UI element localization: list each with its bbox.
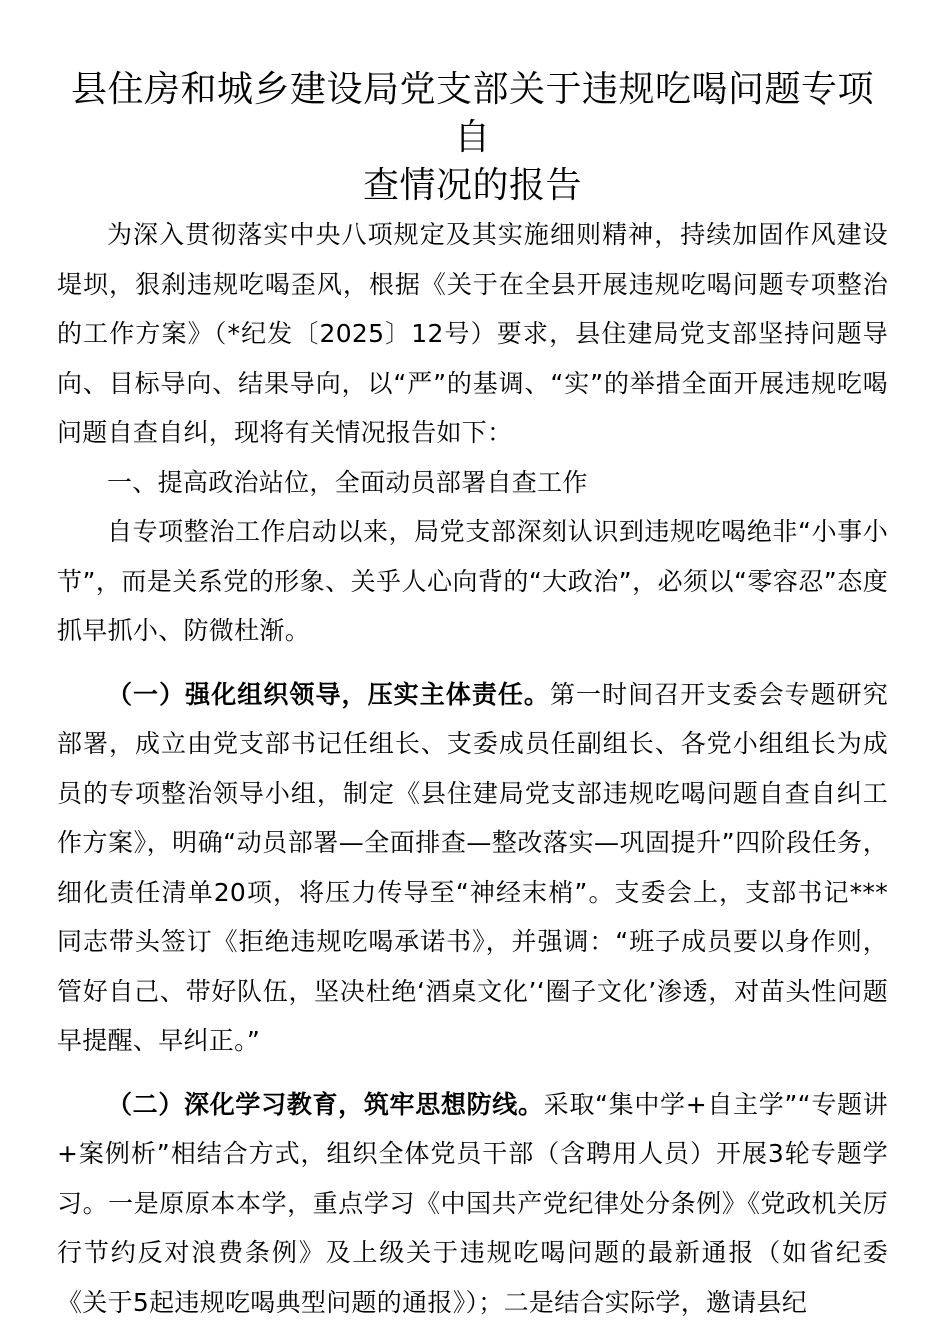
section-1-body: 自专项整治工作启动以来，局党支部深刻认识到违规吃喝绝非“小事小节”，而是关系党的形象、关乎人心向背的“大政治”，必须以“零容忍”态度抓早抓小、防微杜渐。 — [57, 517, 888, 645]
title-line-1: 县住房和城乡建设局党支部关于违规吃喝问题专项自 — [70, 69, 874, 158]
item-1-body: 第一时间召开支委会专题研究部署，成立由党支部书记任组长、支委成员任副组长、各党小组组长为成员的专项整治领导小组，制定《县住建局党支部违规吃喝问题自查自纠工作方案》，明确“动员部署—全面排查—整改落实—巩固提升”四阶段任务，细化责任清单20项，将压力传导至“神经末梢”。支委会上，支部书记***同志带头签订《拒绝违规吃喝承诺书》，并强调：“班子成员要以身作则，管好自己、带好队伍，坚决杜绝‘酒桌文化’‘圈子文化’渗透，对苗头性问题早提醒、早纠正。” — [57, 679, 888, 1055]
document-title — [57, 66, 888, 210]
item-2-lead: （二）深化学习教育，筑牢思想防线。 — [107, 1089, 544, 1119]
intro-paragraph: 为深入贯彻落实中央八项规定及其实施细则精神，持续加固作风建设堤坝，狠刹违规吃喝歪风，根据《关于在全县开展违规吃喝问题专项整治的工作方案》（*纪发〔2025〕12号）要求，县住建局党支部坚持问题导向、目标导向、结果导向，以“严”的基调、“实”的举措全面开展违规吃喝问题自查自纠，现将有关情况报告如下： — [57, 220, 888, 447]
item-1-paragraph — [57, 670, 888, 1066]
item-2-body: 采取“集中学+自主学”“专题讲+案例析”相结合方式，组织全体党员干部（含聘用人员）开展3轮专题学习。一是原原本本学，重点学习《中国共产党纪律处分条例》《党政机关厉行节约反对浪费条例》及上级关于违规吃喝问题的最新通报（如省纪委《关于5起违规吃喝典型问题的通报》）；二是结合实际学，邀请县纪 — [57, 1089, 888, 1317]
item-2-paragraph — [57, 1080, 888, 1328]
section-1-heading: 一、提高政治站位，全面动员部署自查工作 — [107, 467, 588, 497]
title-line-2: 查情况的报告 — [362, 165, 582, 206]
item-1-lead: （一）强化组织领导，压实主体责任。 — [107, 679, 550, 709]
